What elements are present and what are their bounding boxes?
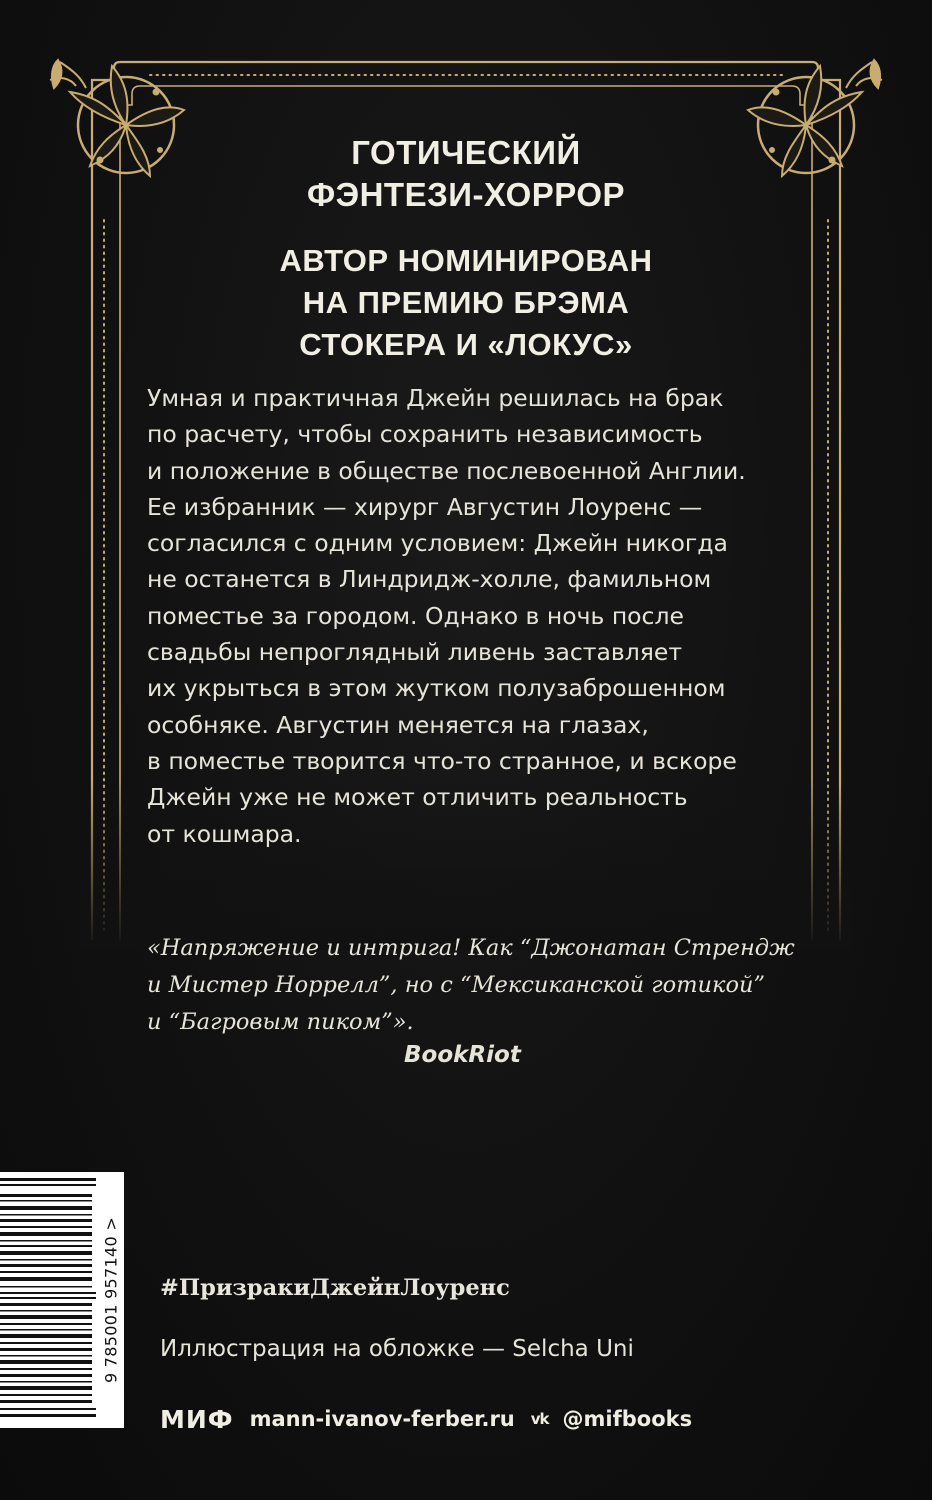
description-line: их укрыться в этом жутком полузаброшенном [147,674,726,703]
quote-line: и Мистер Норрелл”, но с “Мексиканской готикой” [147,972,766,998]
quote-line: «Напряжение и интрига! Как “Джонатан Стрендж [147,935,795,961]
description-line: Джейн уже не может отличить реальность [147,783,688,812]
isbn-number [98,1172,124,1428]
description-line: по расчету, чтобы сохранить независимость [147,420,703,449]
description-line: Умная и практичная Джейн решилась на брак [147,384,724,412]
review-quote [147,930,807,1041]
description-line: Ее избранник — хирург Августин Лоуренс — [147,492,703,521]
social-handle-link[interactable]: @mifbooks [562,1407,693,1431]
quote-line: и “Багровым пиком”». [147,1009,414,1035]
vk-icon[interactable]: vk [530,1410,549,1428]
award-line: СТОКЕРА И «ЛОКУС» [299,327,633,362]
genre-line: ГОТИЧЕСКИЙ [351,134,581,171]
description-line: и положение в обществе послевоенной Англии. [147,456,746,485]
description-line: свадьбы непроглядный ливень заставляет [147,638,683,667]
description-line: от кошмара. [147,819,302,848]
description-line: не останется в Линдридж-холле, фамильном [147,565,712,594]
publisher-footer [160,1402,692,1436]
hashtag: #ПризракиДжейнЛоуренс [160,1275,510,1301]
description-line: особняке. Августин меняется на глазах, [147,710,649,739]
book-description [147,380,787,852]
publisher-logo: МИФ [160,1404,234,1434]
genre-heading [0,132,932,216]
illustration-credit: Иллюстрация на обложке — Selcha Uni [160,1336,634,1362]
description-line: поместье за городом. Однако в ночь после [147,601,684,630]
award-line: АВТОР НОМИНИРОВАН [279,243,653,278]
description-line: в поместье творится что-то странное, и вскоре [147,746,737,775]
award-heading [0,240,932,366]
publisher-website-link[interactable]: mann-ivanov-ferber.ru [249,1407,515,1431]
award-line: НА ПРЕМИЮ БРЭМА [302,285,630,320]
isbn-number-text: 9 785001 957140 > [101,1216,121,1384]
review-source: BookRiot [404,1042,521,1068]
description-line: согласился с одним условием: Джейн никогда [147,529,728,558]
genre-line: ФЭНТЕЗИ-ХОРРОР [306,176,626,213]
